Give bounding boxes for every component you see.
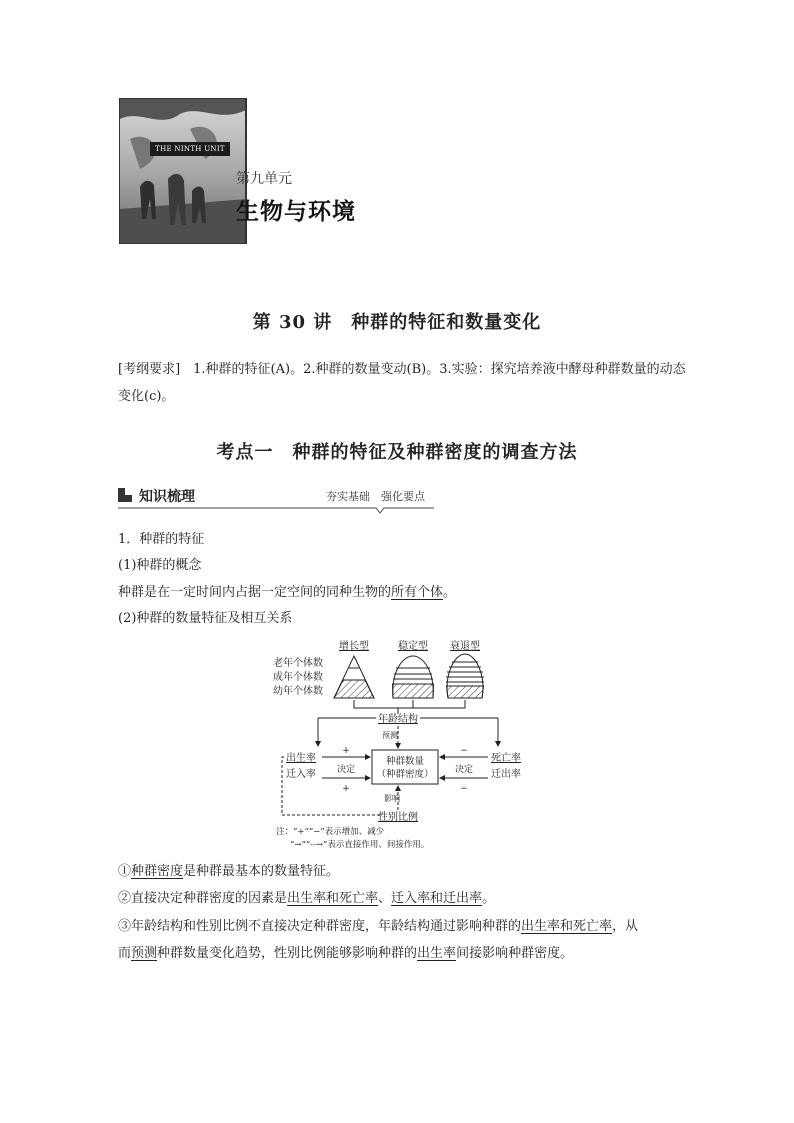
definition-term: 所有个体 <box>391 585 444 600</box>
exam-requirements <box>118 356 688 410</box>
emigration-rate-label: 迁出率 <box>491 769 521 780</box>
point-3-term-1: 出生率和死亡率 <box>521 919 613 934</box>
definition-line <box>118 583 456 603</box>
lecture-title: 第 30 讲 种群的特征和数量变化 <box>252 312 542 333</box>
age-label-adult: 成年个体数 <box>273 672 323 683</box>
age-structure-label: 年龄结构 <box>378 714 418 725</box>
section-title: 考点一 种群的特征及种群密度的调查方法 <box>216 442 578 463</box>
plus-left-top: + <box>342 746 350 756</box>
point-2 <box>118 889 495 909</box>
type-growth: 增长型 <box>339 641 369 652</box>
declining-pyramid <box>446 654 484 698</box>
point-1 <box>118 862 339 882</box>
age-label-young: 幼年个体数 <box>273 686 323 697</box>
point-3-text-b: ，从 <box>612 919 639 934</box>
predict-label: 预测 <box>382 731 398 740</box>
requirements-text: 1.种群的特征(A)。2.种群的数量变动(B)。3.实验：探究培养液中酵母种群数量的动态变化(c)。 <box>118 362 686 404</box>
minus-right-bottom: − <box>460 784 468 794</box>
point-2-term-2: 迁入率和迁出率 <box>391 891 483 906</box>
unit-title: 生物与环境 <box>236 199 356 225</box>
center-population: 种群数量 <box>385 756 425 767</box>
decide-left: 决定 <box>336 765 356 775</box>
birth-rate-label: 出生率 <box>286 753 316 764</box>
population-features-diagram <box>268 636 538 852</box>
center-density: （种群密度） <box>376 769 434 780</box>
note-line-2: “→”“--→”表示直接作用、间接作用。 <box>290 840 430 850</box>
heading-quantity-features: (2)种群的数量特征及相互关系 <box>118 611 293 626</box>
unit-cover-photo <box>119 98 247 244</box>
sex-ratio-label: 性别比例 <box>378 812 418 823</box>
unit-english-strip: THE NINTH UNIT <box>150 142 230 156</box>
point-2-term-1: 出生率和死亡率 <box>287 891 379 906</box>
knowledge-bar-title: 知识梳理 <box>139 489 195 505</box>
definition-prefix: 种群是在一定时间内占据一定空间的同种生物的 <box>118 585 392 600</box>
point-2-prefix: ②直接决定种群密度的因素是 <box>118 891 288 906</box>
point-1-suffix: 是种群最基本的数量特征。 <box>183 864 340 879</box>
point-3-term-3: 出生率 <box>417 946 457 961</box>
plus-left-bottom: + <box>342 784 350 794</box>
requirements-tag: [考纲要求] <box>118 362 181 377</box>
decide-right: 决定 <box>454 765 474 775</box>
unit-frame-bottom <box>119 243 246 244</box>
influence-label: 影响 <box>384 794 400 803</box>
point-3-text-d: 种群数量变化趋势，性别比例能够影响种群的 <box>157 946 418 961</box>
point-2-sep: 、 <box>378 891 392 906</box>
unit-label: 第九单元 <box>236 171 292 187</box>
definition-suffix: 。 <box>443 585 457 600</box>
knowledge-bar-tagline: 夯实基础 强化要点 <box>326 490 425 503</box>
stable-pyramid <box>393 656 434 698</box>
point-1-prefix: ① <box>118 864 132 879</box>
point-3-text-c: 而 <box>118 946 132 961</box>
death-rate-label: 死亡率 <box>491 753 521 764</box>
heading-population-features: 1．种群的特征 <box>118 532 205 547</box>
immigration-rate-label: 迁入率 <box>286 769 316 780</box>
point-1-term: 种群密度 <box>131 864 184 879</box>
deer-photo-illustration <box>120 99 247 244</box>
point-3-line-1 <box>118 917 638 937</box>
heading-population-concept: (1)种群的概念 <box>118 558 202 573</box>
point-3-text-e: 间接影响种群密度。 <box>456 946 574 961</box>
point-2-suffix: 。 <box>482 891 496 906</box>
type-declining: 衰退型 <box>450 641 480 652</box>
note-line-1: 注：“+”“−”表示增加、减少 <box>276 827 385 837</box>
type-stable: 稳定型 <box>398 641 428 652</box>
point-3-term-2: 预测 <box>131 946 158 961</box>
age-label-old: 老年个体数 <box>273 658 323 669</box>
point-3-line-2 <box>118 944 573 964</box>
point-3-text-a: ③年龄结构和性别比例不直接决定种群密度，年龄结构通过影响种群的 <box>118 919 522 934</box>
growth-pyramid <box>334 656 374 698</box>
knowledge-bar-divider <box>118 505 434 519</box>
minus-right-top: − <box>460 746 468 756</box>
knowledge-square-icon-cut <box>125 488 132 495</box>
